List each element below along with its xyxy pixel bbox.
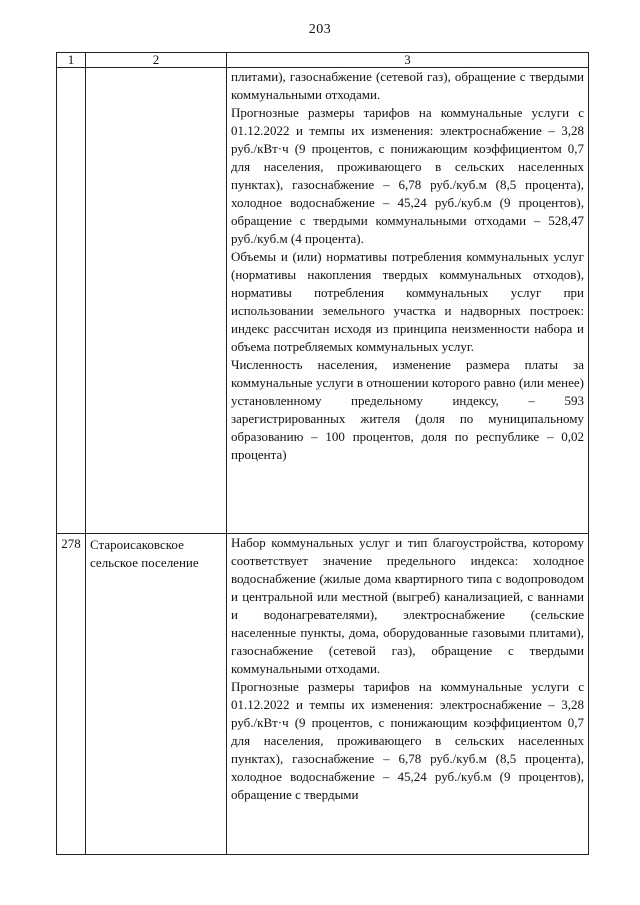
page-number: 203 [308,22,332,37]
row-description [227,534,589,855]
row-description [227,68,589,534]
row-municipality [86,68,227,534]
row-municipality: Староисаковское сельское поселение [86,534,227,855]
paragraph-services: Набор коммунальных услуг и тип благоустройства, которому соответствует значение предельного индекса: холодное водоснабжение (жилые дома квартирного типа с водопроводом и центральной или местной (выгреб) канализацией, с ваннами и водонагревателями), электроснабжение (сельские населенные пункты, дома, оборудованные газовыми плитами), газоснабжение (сетевой газ), обращение с твердыми коммунальными отходами. [231,535,584,676]
paragraph-population: Численность населения, изменение размера платы за коммунальные услуги в отношении которого равно (или менее) установленному предельному индексу, – 593 зарегистрированных жителя (доля по муниципальному образованию – 100 процентов, доля по республике – 0,02 процента) [231,357,584,462]
header-col-1: 1 [57,53,86,68]
row-number: 278 [57,534,86,855]
paragraph-tariffs: Прогнозные размеры тарифов на коммунальные услуги с 01.12.2022 и темпы их изменения: электроснабжение – 3,28 руб./кВт·ч (9 процентов, с понижающим коэффициентом 0,7 для населения, проживающего в сельских населенных пунктах), газоснабжение – 6,78 руб./куб.м (8,5 процента), холодное водоснабжение – 45,24 руб./куб.м (9 процентов), обращение с твердыми коммунальными отходами – 528,47 руб./куб.м (4 процента). [231,105,584,246]
paragraph-tariffs: Прогнозные размеры тарифов на коммунальные услуги с 01.12.2022 и темпы их изменения: электроснабжение – 3,28 руб./кВт·ч (9 процентов, с понижающим коэффициентом 0,7 для населения, проживающего в сельских населенных пунктах), газоснабжение – 6,78 руб./куб.м (8,5 процента), холодное водоснабжение – 45,24 руб./куб.м (9 процентов), обращение с твердыми [231,679,584,802]
table-row-continued [57,68,589,534]
header-col-3: 3 [227,53,589,68]
table-row-278 [57,534,589,855]
table-header-row [57,53,589,68]
paragraph-services-tail: плитами), газоснабжение (сетевой газ), обращение с твердыми коммунальными отходами. [231,69,584,102]
header-col-2: 2 [86,53,227,68]
tariff-table [56,52,589,855]
row-number [57,68,86,534]
paragraph-volumes: Объемы и (или) нормативы потребления коммунальных услуг (нормативы накопления твердых коммунальных отходов), нормативы потребления коммунальных услуг при использовании земельного участка и надворных построек: индекс рассчитан исходя из принципа неизменности набора и объема потребляемых коммунальных услуг. [231,249,584,354]
